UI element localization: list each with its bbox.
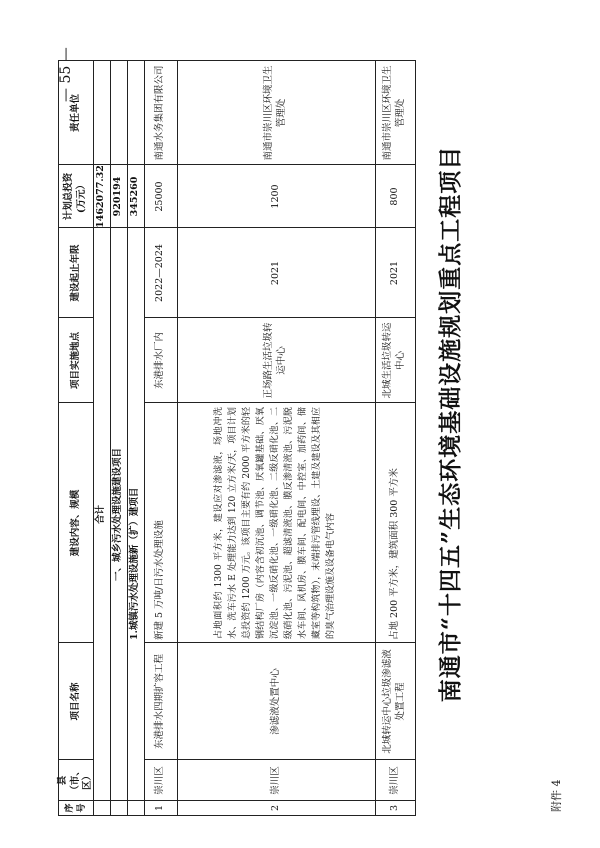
table-row-3-content: 占地 200 平方米，建筑面积 300 平方米: [388, 468, 400, 640]
table-row-2-unit: 南通市崇川区环境卫生管理处: [263, 65, 287, 161]
table-row-1-investment: 25000: [154, 181, 166, 212]
table-row-3-period: 2021: [388, 260, 400, 286]
table-row-2-content: 占地面积约 1300 平方米，建设应对渗滤液，场地冲洗水、洗车污水 E 处理能力达到 120 立方米/天，项目计划总投资约 1200 万元。该项目主要有约 2000 平方米的轻钢结构厂房（内容含初沉池、调节池、厌氧罐基础、厌氧沉淀池、一级反硝化池、一级硝化池、二级反硝化池、二级硝化池、污泥池、超滤清液池、膜反渗清液池、污泥脱水车间、风机房、膜车间、配电间、中控室、加药间、储藏室等构筑物），末端排污管线埋设、土建及建设及其相应的臭气治理设施及设备电气内容: [214, 407, 336, 639]
section-label: 一、城乡污水处理设施建设项目: [112, 448, 124, 582]
table-row-2-county: 崇川区: [269, 766, 281, 795]
header-no: 序号: [64, 803, 87, 813]
table-row-1-unit: 南通水务集团有限公司: [154, 65, 166, 161]
table-row-3-investment: 800: [388, 187, 400, 206]
subsection-value: 345260: [129, 176, 141, 217]
table-row-1-period: 2022—2024: [154, 244, 166, 302]
header-unit: 责任单位: [69, 94, 81, 133]
header-name: 项目名称: [69, 682, 81, 721]
attachment-label: 附件 4: [550, 779, 563, 812]
header-period: 建设起止年限: [69, 244, 81, 302]
table-row-3-name: 北城转运中心垃圾渗滤液处置工程: [382, 649, 406, 754]
page-title: 南通市“十四五”生态环境基础设施规划重点工程项目: [437, 145, 464, 703]
table-row-1-county: 崇川区: [154, 766, 166, 795]
header-investment: 计划总投资(万元）: [63, 172, 87, 221]
table-row-3-no: 3: [388, 804, 400, 812]
table-row-3-unit: 南通市崇川区环境卫生管理处: [382, 65, 406, 161]
header-content: 建设内容、规模: [69, 489, 81, 557]
subsection-label: 1.城镇污水处理设施新（扩）建项目: [129, 487, 141, 640]
page-number: — 55 —: [58, 47, 74, 102]
table-row-2-location: 正场路生活垃圾转运中心: [263, 322, 287, 399]
table-row-2-no: 2: [269, 804, 281, 812]
table-row-2-name: 渗滤液处置中心: [269, 668, 281, 735]
header-county: 县（市、区）: [56, 766, 94, 795]
total-label: 合计: [95, 505, 107, 525]
table-row-2-investment: 1200: [269, 184, 281, 209]
table-row-2-period: 2021: [269, 260, 281, 286]
table-row-1-content: 新建 5 万吨/日污水处理设施: [154, 520, 166, 640]
table-row-1-location: 东港排水厂内: [154, 332, 166, 390]
project-table: [58, 60, 416, 816]
section-value: 920194: [112, 176, 124, 217]
table-row-1-name: 东港排水四期扩容工程: [154, 654, 166, 750]
table-row-3-county: 崇川区: [388, 766, 400, 795]
total-value: 1462077.32: [95, 165, 107, 228]
table-row-1-no: 1: [154, 804, 166, 812]
header-location: 项目实施地点: [69, 332, 81, 390]
table-row-3-location: 北城生活垃圾转运中心: [382, 322, 406, 399]
